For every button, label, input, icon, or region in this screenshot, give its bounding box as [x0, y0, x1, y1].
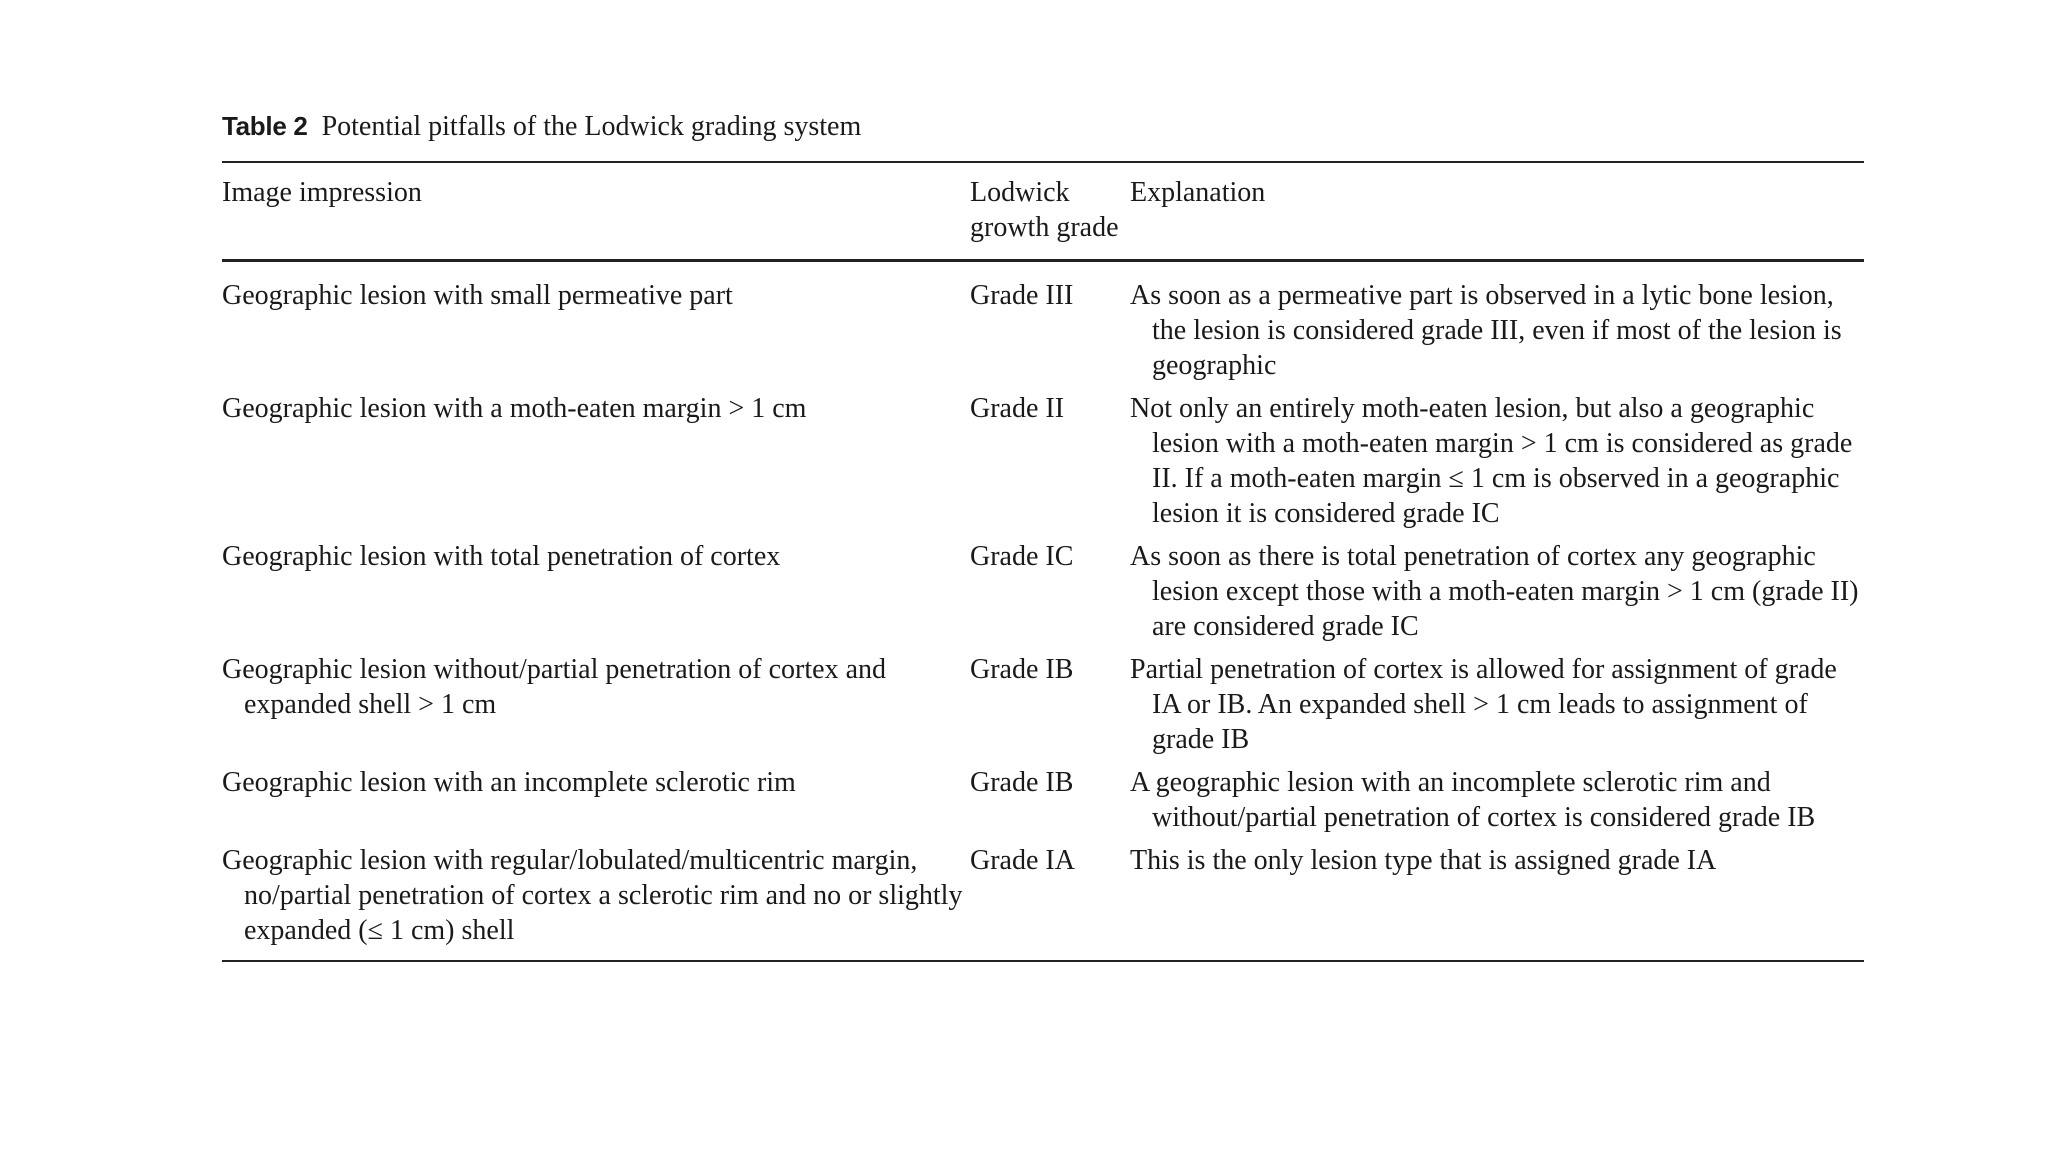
table-row: [222, 765, 1864, 843]
table-row: [222, 843, 1864, 961]
table-row: [222, 261, 1864, 392]
cell-impression: Geographic lesion with small permeative part: [222, 280, 733, 311]
cell-impression: Geographic lesion without/partial penetration of cortex and expanded shell > 1 cm: [222, 654, 887, 720]
cell-explanation: As soon as a permeative part is observed in a lytic bone lesion, the lesion is considered grade III, even if most of the lesion is geographic: [1130, 280, 1842, 381]
cell-grade: Grade II: [970, 393, 1065, 424]
cell-grade: Grade IC: [970, 541, 1074, 572]
table-label: Table 2: [222, 111, 308, 141]
cell-grade: Grade III: [970, 280, 1074, 311]
table-title: Potential pitfalls of the Lodwick grading system: [321, 111, 862, 142]
cell-explanation: Partial penetration of cortex is allowed for assignment of grade IA or IB. An expanded shell > 1 cm leads to assignment of grade IB: [1130, 654, 1837, 755]
cell-impression: Geographic lesion with total penetration of cortex: [222, 541, 781, 572]
header-explanation: Explanation: [1130, 162, 1864, 261]
cell-explanation: As soon as there is total penetration of cortex any geographic lesion except those with a moth-eaten margin > 1 cm (grade II) are considered grade IC: [1130, 541, 1859, 642]
cell-grade: Grade IA: [970, 843, 1130, 961]
header-row: [222, 162, 1864, 261]
table-container: [222, 108, 1864, 962]
pitfalls-table: [222, 161, 1864, 962]
cell-impression: Geographic lesion with regular/lobulated/multicentric margin, no/partial penetration of cortex a sclerotic rim and no or slightly expanded (≤ 1 cm) shell: [222, 843, 970, 961]
header-image-impression: Image impression: [222, 162, 970, 261]
header-lodwick-grade: Lodwick growth grade: [970, 162, 1130, 261]
cell-grade: Grade IB: [970, 767, 1074, 798]
table-row: [222, 652, 1864, 765]
table-caption: [222, 108, 1864, 145]
table-header: [222, 162, 1864, 261]
table-row: [222, 539, 1864, 652]
cell-impression: Geographic lesion with an incomplete sclerotic rim: [222, 767, 796, 798]
cell-explanation: A geographic lesion with an incomplete sclerotic rim and without/partial penetration of cortex is considered grade IB: [1130, 767, 1816, 833]
cell-grade: Grade IB: [970, 654, 1074, 685]
table-body: [222, 261, 1864, 962]
table-row: [222, 391, 1864, 539]
cell-explanation: This is the only lesion type that is assigned grade IA: [1130, 843, 1864, 961]
cell-impression: Geographic lesion with a moth-eaten margin > 1 cm: [222, 393, 807, 424]
cell-explanation: Not only an entirely moth-eaten lesion, but also a geographic lesion with a moth-eaten margin > 1 cm is considered as grade II. If a moth-eaten margin ≤ 1 cm is observed in a geographic lesion it is considered grade IC: [1130, 393, 1853, 529]
